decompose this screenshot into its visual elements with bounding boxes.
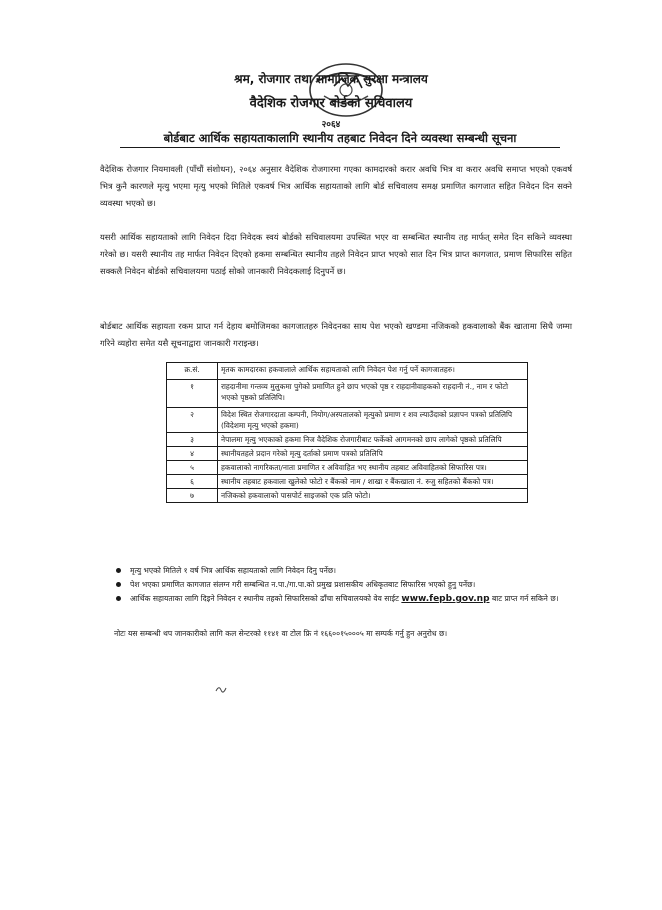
table-row <box>167 475 528 489</box>
table-cell-document: नजिकको हकवालाको पासपोर्ट साइजको एक प्रति फोटो। <box>218 489 528 503</box>
bullet-list <box>116 565 566 607</box>
table-cell-serial: ५ <box>167 461 218 475</box>
paragraph-3: बोर्डबाट आर्थिक सहायता रकम प्राप्त गर्न देहाय बमोजिमका कागजातहरु निवेदनका साथ पेश भएको खण्डमा नजिकको हकवालाको बैंक खातामा सिधै जम्मा गरिने व्यहोरा समेत यसै सूचनाद्वारा जानकारी गराइन्छ। <box>100 321 572 348</box>
table-cell-serial: १ <box>167 380 218 408</box>
table-cell-serial: ४ <box>167 447 218 461</box>
bullet-text: पेश भएका प्रमाणित कागजात संलग्न गरी सम्बन्धित न.पा./गा.पा.को प्रमुख प्रशासकीय अधिकृतबाट सिफारिस भएको हुनु पर्नेछ। <box>130 580 476 589</box>
bullet-dot-icon <box>116 596 121 601</box>
table-row <box>167 408 528 433</box>
bullet-dot-icon <box>116 582 121 587</box>
table-row <box>167 433 528 447</box>
documents-table <box>166 362 528 503</box>
paragraph-2: यसरी आर्थिक सहायताको लागि निवेदन दिदा निवेदक स्वयं बोर्डको सचिवालयमा उपस्थित भएर वा सम्बन्धित स्थानीय तह मार्फत् समेत दिन सकिने व्यवस्था गरेको छ। यसरी स्थानीय तह मार्फत निवेदन दिएको हकमा सम्बन्धित स्थानीय तहले निवेदन प्राप्त भएको सात दिन भित्र प्राप्त कागजात, प्रमाण सिफारिस सहित सक्कलै निवेदन बोर्डको सचिवालयमा पठाई सोको जानकारी निवेदकलाई दिनुपर्ने छ। <box>100 232 572 276</box>
table-cell-document: विदेश स्थित रोजगारदाता कम्पनी, नियोग/अस्पतालको मृत्युको प्रमाण र शव ल्याउँदाको प्रज्ञापन पत्रको प्रतिलिपि (विदेशमा मृत्यु भएको हकमा) <box>218 408 528 433</box>
bullet-text: मृत्यु भएको मितिले १ वर्ष भित्र आर्थिक सहायताको लागि निवेदन दिनु पर्नेछ। <box>130 566 337 575</box>
bullet-dot-icon <box>116 568 121 573</box>
table-header-documents: मृतक कामदारका हकवालाले आर्थिक सहायताको लागि निवेदन पेश गर्नु पर्ने कागजातहरु। <box>218 363 528 380</box>
bullet-text: बाट प्राप्त गर्न सकिने छ। <box>491 594 559 603</box>
table-header-row <box>167 363 528 380</box>
ministry-name: श्रम, रोजगार तथा सामाजिक सुरक्षा मन्त्रालय <box>234 72 428 86</box>
list-item <box>116 593 566 605</box>
table-cell-serial: २ <box>167 408 218 433</box>
table-header-serial: क्र.सं. <box>167 363 218 380</box>
table-row <box>167 461 528 475</box>
table-cell-document: राहदानीमा गन्तव्य मुलुकमा पुगेको प्रमाणित हुने छाप भएको पृष्ठ र राहदानीवाहकको राहदानी नं., नाम र फोटो भएको पृष्ठको प्रतिलिपि। <box>218 380 528 408</box>
table-row <box>167 380 528 408</box>
table-cell-document: नेपालमा मृत्यु भएकाको हकमा निज वैदेशिक रोजगारीबाट फर्केको आगमनको छाप लागेको पृष्ठको प्रतिलिपि <box>218 433 528 447</box>
year-label: २०६४ <box>321 120 341 130</box>
pen-mark-icon <box>215 683 227 695</box>
office-name: वैदेशिक रोजगार बोर्डको सचिवालय <box>249 96 413 111</box>
notice-title: बोर्डबाट आर्थिक सहायताकालागि स्थानीय तहबाट निवेदन दिने व्यवस्था सम्बन्धी सूचना <box>120 131 560 148</box>
table-row <box>167 447 528 461</box>
table-cell-serial: ७ <box>167 489 218 503</box>
list-item <box>116 565 566 577</box>
bullet-text: आर्थिक सहायताका लागि दिइने निवेदन र स्थानीय तहको सिफारिसको ढाँचा सचिवालयको वेव साईट <box>130 594 399 603</box>
table-cell-document: स्थानीयतहले प्रदान गरेको मृत्यु दर्ताको प्रमाण पत्रको प्रतिलिपि <box>218 447 528 461</box>
table-cell-serial: ६ <box>167 475 218 489</box>
note-text: नोटः यस सम्बन्धी थप जानकारीको लागि कल सेन्टरको ११४१ वा टोल फ्रि नं १६६००१५०००५ मा सम्पर्क गर्नु हुन अनुरोध छ। <box>114 629 448 638</box>
table-row <box>167 489 528 503</box>
list-item <box>116 579 566 591</box>
paragraph-1: वैदेशिक रोजगार नियमावली (पाँचौं संशोधन), २०६४ अनुसार वैदेशिक रोजगारमा गएका कामदारको करार अवधि भित्र वा करार अवधि समाप्त भएको एकवर्ष भित्र कुनै कारणले मृत्यु भएमा मृत्यु भएको मितिले एकवर्ष भित्र आर्थिक सहायताको लागि बोर्ड सचिवालय समक्ष प्रमाणित कागजात सहित निवेदन दिन सक्ने व्यवस्था भएको छ। <box>100 164 572 208</box>
table-cell-document: हकवालाको नागरिकता/नाता प्रमाणित र अविवाहित भए स्थानीय तहबाट अविवाहितको सिफारिस पत्र। <box>218 461 528 475</box>
website-link[interactable]: www.fepb.gov.np <box>401 594 490 604</box>
table-cell-document: स्थानीय तहबाट हकवाला खुलेको फोटो र बैंकको नाम / शाखा र बैंकखाता नं. रुजु सहितको बैंकको पत्र। <box>218 475 528 489</box>
table-cell-serial: ३ <box>167 433 218 447</box>
